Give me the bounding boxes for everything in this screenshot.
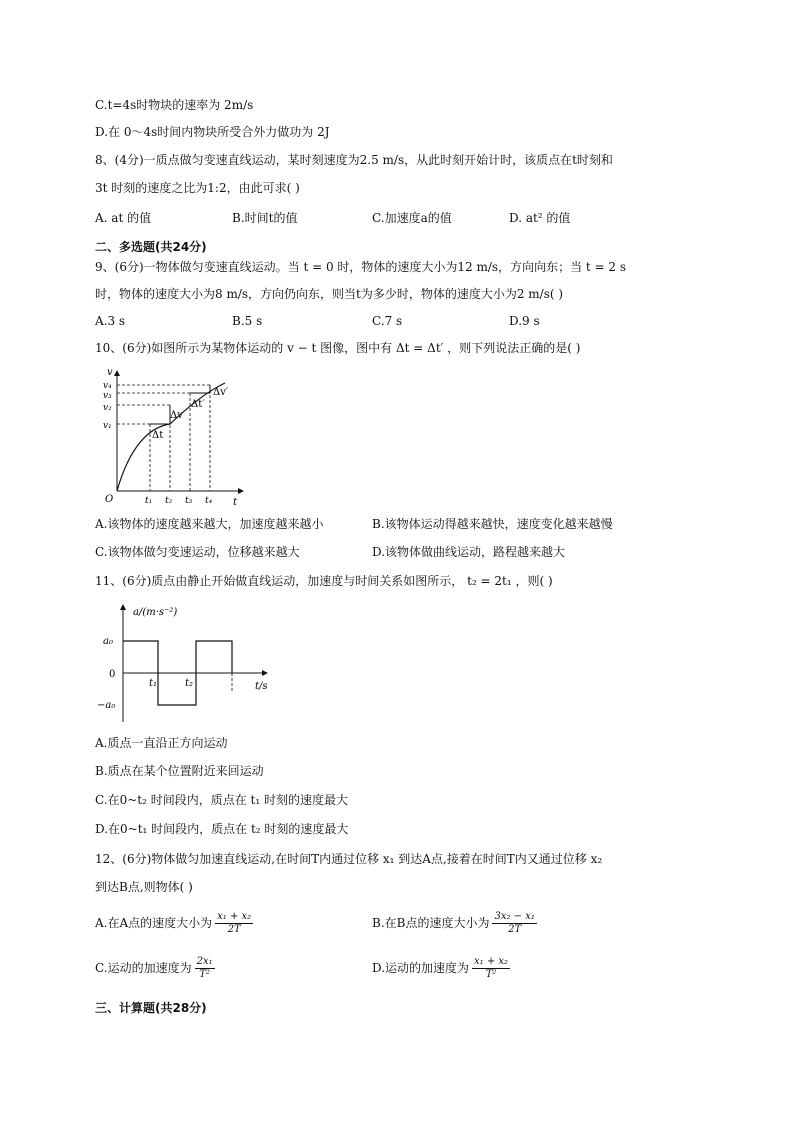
- question-11-stem: 11、(6分)质点由静止开始做直线运动，加速度与时间关系如图所示， t₂ = 2t₁ ，则( ): [95, 574, 553, 588]
- fig10-delta-t-prime-label: Δt′: [191, 399, 205, 410]
- question-12-option-a-text: A.在A点的速度大小为: [95, 916, 213, 930]
- question-9-option-a: A.3 s: [95, 314, 126, 328]
- question-11-option-b: B.质点在某个位置附近来回运动: [95, 764, 264, 778]
- question-8-option-d: D. at² 的值: [509, 211, 571, 225]
- question-12-option-b-fraction: [492, 911, 536, 936]
- fig10-t4-label: t₄: [205, 496, 213, 506]
- fraction-denominator: 2T: [227, 923, 241, 935]
- fig10-origin-label: O: [105, 494, 114, 505]
- question-10-option-b: B.该物体运动得越来越快，速度变化越来越慢: [372, 517, 613, 531]
- option-d-line: D.在 0～4s时间内物块所受合外力做功为 2J: [95, 125, 330, 139]
- fig10-delta-v-prime-label: Δv′: [213, 387, 229, 398]
- fraction-denominator: T²: [485, 968, 497, 980]
- question-9-option-c: C.7 s: [372, 314, 403, 328]
- question-12-option-b: [372, 908, 540, 938]
- question-11-option-d: D.在0~t₁ 时间段内，质点在 t₂ 时刻的速度最大: [95, 822, 349, 836]
- question-8-line2: 3t 时刻的速度之比为1:2，由此可求( ): [95, 181, 300, 195]
- fig10-delta-t-label: Δt: [152, 430, 164, 441]
- question-12-option-c-fraction: [195, 956, 215, 981]
- fig10-t2-label: t₂: [165, 496, 173, 506]
- fraction-denominator: T²: [199, 968, 210, 980]
- fig10-y-axis-label: v: [107, 367, 113, 378]
- fraction-numerator: x₁ + x₂: [474, 955, 509, 967]
- fig11-origin-label: 0: [109, 669, 116, 680]
- question-12-option-d-fraction: [472, 956, 510, 981]
- question-10-stem: 10、(6分)如图所示为某物体运动的 v − t 图像，图中有 Δt = Δt′ ，则下列说法正确的是( ): [95, 341, 581, 355]
- fraction-numerator: 2x₁: [196, 955, 213, 967]
- question-12-option-d-text: D.运动的加速度为: [372, 961, 470, 975]
- fig11-neg-a0-label: −a₀: [97, 700, 116, 711]
- fig10-v4-label: v₄: [103, 381, 112, 391]
- question-11-option-c: C.在0~t₂ 时间段内，质点在 t₁ 时刻的速度最大: [95, 793, 348, 807]
- question-8-option-b: B.时间t的值: [232, 211, 298, 225]
- figure-10-vt-graph: [95, 365, 255, 510]
- question-8-line1: 8、(4分)一质点做匀变速直线运动，某时刻速度为2.5 m/s，从此时刻开始计时，该质点在t时刻和: [95, 153, 613, 167]
- fig10-delta-v-label: Δv: [170, 410, 183, 421]
- fig11-t2-label: t₂: [185, 678, 194, 689]
- question-12-option-a-fraction: [215, 911, 253, 936]
- question-9-line1: 9、(6分)一物体做匀变速直线运动。当 t = 0 时，物体的速度大小为12 m/s，方向向东；当 t = 2 s: [95, 260, 626, 274]
- question-12-option-d: [372, 953, 513, 983]
- fig11-a0-label: a₀: [103, 636, 113, 647]
- fig11-x-axis-label: t/s: [255, 681, 268, 692]
- fraction-denominator: 2T: [508, 923, 522, 935]
- fig10-t3-label: t₃: [185, 496, 193, 506]
- question-8-option-a: A. at 的值: [95, 211, 152, 225]
- question-12-option-a: [95, 908, 256, 938]
- fig10-v1-label: v₁: [103, 421, 112, 431]
- fraction-numerator: 3x₂ − x₁: [494, 910, 535, 922]
- section-calculation-heading: 三、计算题(共28分): [95, 1001, 207, 1015]
- question-12-option-c-text: C.运动的加速度为: [95, 961, 192, 975]
- question-12-option-b-text: B.在B点的速度大小为: [372, 916, 490, 930]
- question-12-line1: 12、(6分)物体做匀加速直线运动,在时间T内通过位移 x₁ 到达A点,接着在时间T内又通过位移 x₂: [95, 852, 603, 866]
- question-8-option-c: C.加速度a的值: [372, 211, 452, 225]
- question-12-option-c: [95, 953, 218, 983]
- fig10-x-axis-label: t: [233, 497, 238, 508]
- question-12-line2: 到达B点,则物体( ): [95, 880, 193, 894]
- fig11-t1-label: t₁: [149, 678, 158, 689]
- option-c-line: C.t=4s时物块的速率为 2m/s: [95, 98, 254, 112]
- fraction-numerator: x₁ + x₂: [217, 910, 252, 922]
- question-10-option-c: C.该物体做匀变速运动，位移越来越大: [95, 545, 300, 559]
- section-multi-choice-heading: 二、多选题(共24分): [95, 240, 207, 254]
- question-10-option-d: D.该物体做曲线运动，路程越来越大: [372, 545, 566, 559]
- fig11-y-axis-label: a/(m·s⁻²): [133, 607, 178, 618]
- fig10-v2-label: v₂: [103, 403, 112, 413]
- fig10-t1-label: t₁: [145, 496, 153, 506]
- question-9-option-d: D.9 s: [509, 314, 540, 328]
- question-11-option-a: A.质点一直沿正方向运动: [95, 736, 228, 750]
- question-9-line2: 时，物体的速度大小为8 m/s，方向仍向东，则当t为多少时，物体的速度大小为2 m/s( ): [95, 287, 564, 301]
- question-10-option-a: A.该物体的速度越来越大，加速度越来越小: [95, 517, 324, 531]
- fig10-v3-label: v₃: [103, 391, 112, 401]
- figure-11-at-graph: [95, 597, 285, 727]
- question-9-option-b: B.5 s: [232, 314, 263, 328]
